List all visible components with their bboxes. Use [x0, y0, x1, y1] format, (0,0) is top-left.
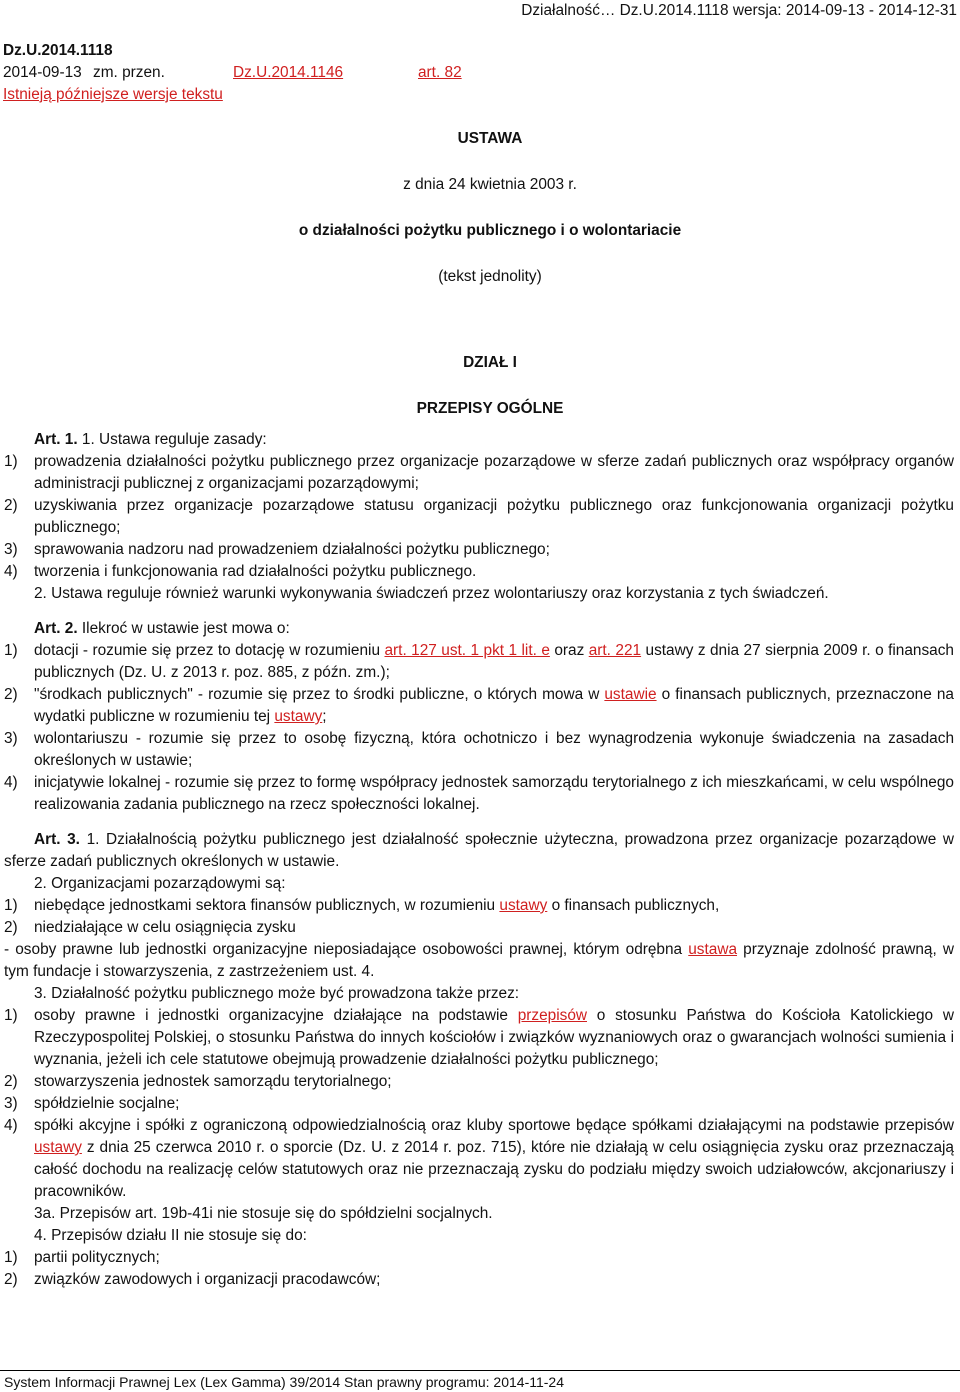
art3-paragraph3a: 3a. Przepisów art. 19b-41i nie stosuje się do spółdzielni socjalnych. [34, 1205, 493, 1222]
division-number: DZIAŁ I [463, 354, 517, 371]
art2-item: 4) inicjatywie lokalnej - rozumie się przez to formę współpracy jednostek samorządu terytorialnego z ich mieszkańcami, w celu wspólnego realizowania zadania publicznego na rzecz społeczności lokalnej. [4, 774, 954, 813]
art3-item: 1) osoby prawne i jednostki organizacyjne działające na podstawie przepisów o stosunku Państwa do Kościoła Katolickiego w Rzeczypospolitej Polskiej, o stosunku Państwa do innych kościołów i związków wyznaniowych oraz o gwarancjach wolności sumienia i wyznania, jeżeli ich cele statutowe obejmują prowadzenie działalności pożytku publicznego; [4, 1007, 954, 1068]
art3-paragraph1: Art. 3. 1. Działalnością pożytku publicznego jest działalność społecznie użyteczna, prowadzona przez organizacje pozarządowe w sferze zadań publicznych określonych w ustawie. [4, 831, 954, 870]
later-versions-link[interactable]: Istnieją późniejsze wersje tekstu [3, 86, 223, 103]
statute-link[interactable]: ustawy [34, 1139, 82, 1156]
art1-paragraph1: Art. 1. 1. Ustawa reguluje zasady: [34, 431, 267, 448]
statute-link[interactable]: ustawy [499, 897, 548, 914]
document-meta [3, 40, 462, 106]
header-version-label: Działalność… Dz.U.2014.1118 wersja: 2014-09-13 - 2014-12-31 [521, 2, 957, 19]
art3-item: 2) stowarzyszenia jednostek samorządu terytorialnego; [4, 1073, 392, 1090]
act-subject: o działalności pożytku publicznego i o wolontariacie [298, 222, 682, 239]
art3-item: 1) niebędące jednostkami sektora finansów publicznych, w rozumieniu ustawy o finansach publicznych, [4, 897, 720, 914]
art3-paragraph4: 4. Przepisów działu II nie stosuje się do: [34, 1227, 307, 1244]
document-id: Dz.U.2014.1118 [3, 42, 113, 59]
art1-item: 4) tworzenia i funkcjonowania rad działalności pożytku publicznego. [4, 563, 477, 580]
art2-heading: Art. 2. [34, 620, 78, 637]
art2-item: 2) "środkach publicznych" - rozumie się przez to środki publiczne, o których mowa w ustawie o finansach publicznych, przeznaczone na wydatki publiczne w rozumieniu tej ustawy; [4, 686, 954, 725]
art3-item: 4) spółki akcyjne i spółki z ograniczoną odpowiedzialnością oraz kluby sportowe będące spółkami działającymi na podstawie przepisów ustawy z dnia 25 czerwca 2010 r. o sporcie (Dz. U. z 2014 r. poz. 715), które nie działają w celu osiągnięcia zysku oraz przeznaczają całość dochodu na realizację celów statutowych oraz nie przeznaczają zysku do podziału między swoich udziałowców, akcjonariuszy i pracowników. [4, 1117, 954, 1200]
article-link[interactable]: art. 127 ust. 1 pkt 1 lit. e [384, 642, 550, 659]
art3-paragraph2: 2. Organizacjami pozarządowymi są: [34, 875, 286, 892]
art2-intro: Art. 2. Ilekroć w ustawie jest mowa o: [34, 620, 290, 637]
statute-link[interactable]: ustawie [604, 686, 657, 703]
art3-item: 3) spółdzielnie socjalne; [4, 1095, 180, 1112]
footer-divider [0, 1370, 960, 1371]
art3-heading: Art. 3. [34, 831, 80, 848]
regulations-link[interactable]: przepisów [517, 1007, 587, 1024]
art3-paragraph2-tail: - osoby prawne lub jednostki organizacyjne nieposiadające osobowości prawnej, którym odrębna ustawa przyznaje zdolność prawną, w tym fundacje i stowarzyszenia, z zastrzeżeniem ust. 4. [4, 941, 955, 980]
art3-item: 2) związków zawodowych i organizacji pracodawców; [4, 1271, 381, 1288]
document-body [4, 429, 954, 1291]
art1-heading: Art. 1. [34, 431, 78, 448]
act-date: z dnia 24 kwietnia 2003 r. [403, 176, 577, 193]
amendment-article-link[interactable]: art. 82 [418, 64, 462, 81]
act-type: USTAWA [457, 130, 523, 147]
statute-link[interactable]: ustawa [688, 941, 738, 958]
amendment-type: zm. przen. [93, 64, 165, 81]
amendment-date: 2014-09-13 [3, 64, 82, 81]
amendment-row [3, 62, 462, 84]
consolidated-text-label: (tekst jednolity) [438, 268, 542, 285]
art1-paragraph2: 2. Ustawa reguluje również warunki wykonywania świadczeń przez wolontariuszy oraz korzystania z tych świadczeń. [34, 585, 829, 602]
art2-item: 3) wolontariuszu - rozumie się przez to osobę fizyczną, która ochotniczo i bez wynagrodzenia wykonuje świadczenia na zasadach określonych w ustawie; [4, 730, 954, 769]
art1-item: 2) uzyskiwania przez organizacje pozarządowe statusu organizacji pożytku publicznego oraz funkcjonowania organizacji pożytku publicznego; [4, 497, 954, 536]
statute-link[interactable]: ustawy [274, 708, 323, 725]
footer-text: System Informacji Prawnej Lex (Lex Gamma) 39/2014 Stan prawny programu: 2014-11-24 [4, 1374, 565, 1390]
amendment-link[interactable]: Dz.U.2014.1146 [233, 64, 344, 81]
art3-paragraph3: 3. Działalność pożytku publicznego może być prowadzona także przez: [34, 985, 520, 1002]
article-link[interactable]: art. 221 [588, 642, 642, 659]
division-title: PRZEPISY OGÓLNE [416, 400, 564, 417]
art1-item: 1) prowadzenia działalności pożytku publicznego przez organizacje pozarządowe w sferze zadań publicznych oraz współpracy organów administracji publicznej z organizacjami pozarządowymi; [4, 453, 954, 492]
art2-item: 1) dotacji - rozumie się przez to dotację w rozumieniu art. 127 ust. 1 pkt 1 lit. e oraz art. 221 ustawy z dnia 27 sierpnia 2009 r. o finansach publicznych (Dz. U. z 2013 r. poz. 885, z późn. zm.); [4, 642, 954, 681]
art3-item: 2) niedziałające w celu osiągnięcia zysku [4, 919, 296, 936]
art1-item: 3) sprawowania nadzoru nad prowadzeniem działalności pożytku publicznego; [4, 541, 550, 558]
art3-item: 1) partii politycznych; [4, 1249, 160, 1266]
